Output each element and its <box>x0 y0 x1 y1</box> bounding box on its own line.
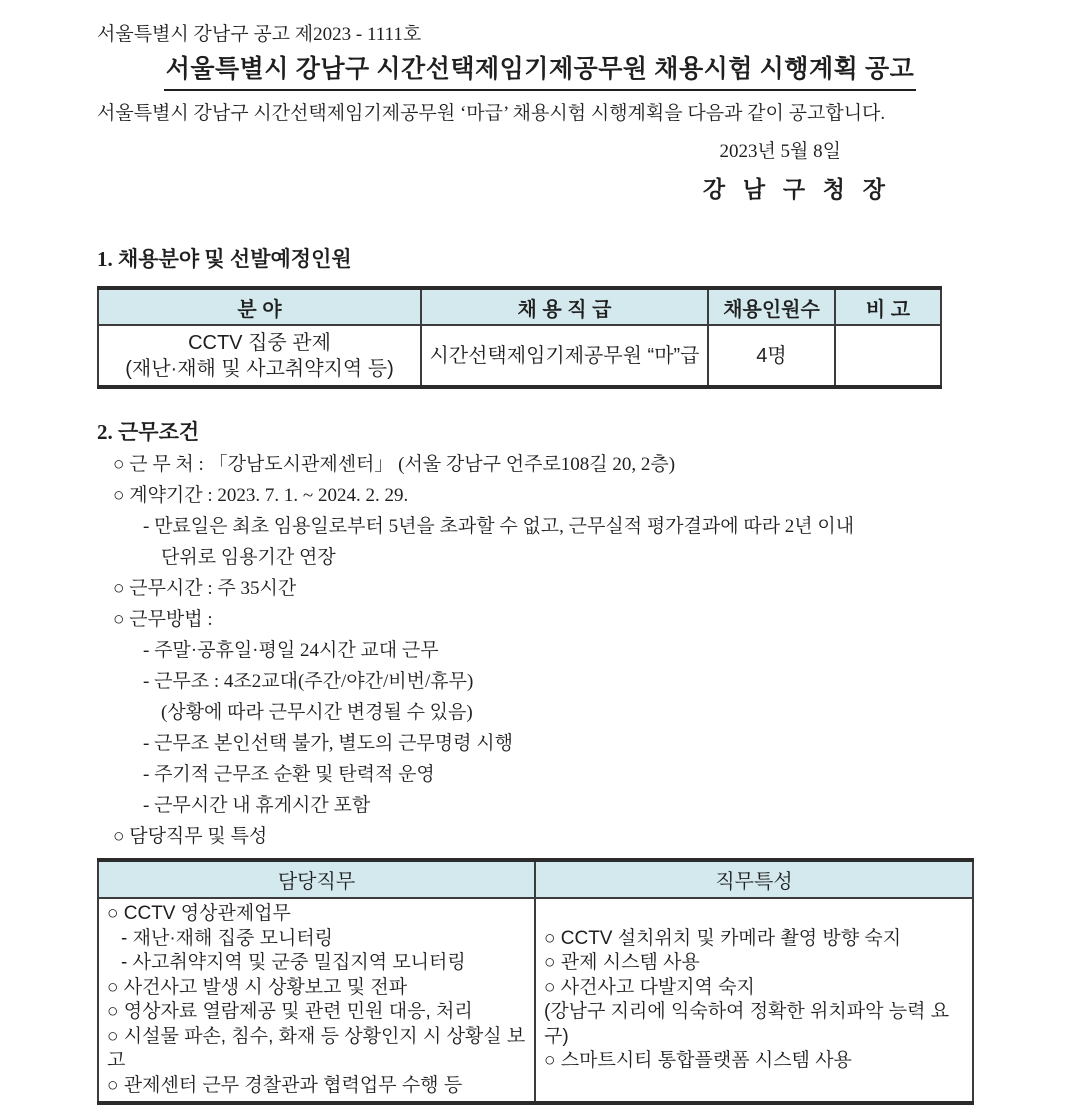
list-item: - 만료일은 최초 임용일로부터 5년을 초과할 수 없고, 근무실적 평가결과에 따라 2년 이내 <box>143 516 855 537</box>
cell-note <box>835 325 941 387</box>
duty-line: - 사고취약지역 및 군중 밀집지역 모니터링 <box>121 952 466 973</box>
cell-field <box>98 325 421 387</box>
duty-line: ○ 사건사고 발생 시 상황보고 및 전파 <box>107 976 408 998</box>
characteristic-line: ○ 스마트시티 통합플랫폼 시스템 사용 <box>544 1050 852 1071</box>
recruitment-table-row <box>98 325 941 387</box>
recruitment-table-header-row <box>98 288 941 325</box>
duty-line: ○ CCTV 영상관제업무 <box>107 903 291 924</box>
work-conditions-list <box>97 449 983 821</box>
list-item: - 주말·공휴일·평일 24시간 교대 근무 <box>143 640 439 661</box>
section2-heading: 2. 근무조건 <box>97 420 200 444</box>
title-wrap <box>97 54 983 91</box>
duty-table-header-row <box>98 860 973 898</box>
header-duties: 담당직무 <box>98 860 535 898</box>
duty-heading: ○ 담당직무 및 특성 <box>113 826 268 847</box>
recruitment-table <box>97 286 942 389</box>
intro-paragraph: 서울특별시 강남구 시간선택제임기제공무원 ‘마급’ 채용시험 시행계획을 다음과 같이 공고합니다. <box>97 103 886 124</box>
duty-line: ○ 영상자료 열람제공 및 관련 민원 대응, 처리 <box>107 1001 473 1022</box>
header-count: 채용인원수 <box>708 288 835 325</box>
cell-count: 4명 <box>708 325 835 387</box>
header-characteristics: 직무특성 <box>535 860 973 898</box>
cell-field-line1: CCTV 집중 관제 <box>188 331 331 354</box>
list-item: - 근무시간 내 휴게시간 포함 <box>143 795 371 816</box>
issuer-line: 강 남 구 청 장 <box>702 177 891 202</box>
list-item: 단위로 임용기간 연장 <box>161 547 336 568</box>
section1-heading: 1. 채용분야 및 선발예정인원 <box>97 247 352 271</box>
list-item: (상황에 따라 근무시간 변경될 수 있음) <box>161 702 473 723</box>
duty-table-row <box>98 898 973 1103</box>
list-item: ○ 근 무 처 : 「강남도시관제센터」 (서울 강남구 언주로108길 20, 2층) <box>113 454 676 475</box>
characteristic-line: ○ 관제 시스템 사용 <box>544 952 700 973</box>
duty-table <box>97 858 974 1105</box>
header-field: 분 야 <box>98 288 421 325</box>
list-item: ○ 계약기간 : 2023. 7. 1. ~ 2024. 2. 29. <box>113 485 409 506</box>
characteristic-line: ○ 사건사고 다발지역 숙지 <box>544 976 755 998</box>
page-title: 서울특별시 강남구 시간선택제임기제공무원 채용시험 시행계획 공고 <box>164 54 917 91</box>
duty-line: - 재난·재해 집중 모니터링 <box>121 927 334 949</box>
notice-number: 서울특별시 강남구 공고 제2023 - 1111호 <box>97 24 422 45</box>
date-line: 2023년 5월 8일 <box>719 141 841 162</box>
cell-grade: 시간선택제임기제공무원 “마”급 <box>421 325 708 387</box>
header-note: 비 고 <box>835 288 941 325</box>
characteristic-line: (강남구 지리에 익숙하여 정확한 위치파악 능력 요구) <box>544 1001 950 1047</box>
list-item: ○ 근무방법 : <box>113 609 213 630</box>
duty-line: ○ 관제센터 근무 경찰관과 협력업무 수행 등 <box>107 1074 463 1096</box>
cell-field-line2: (재난·재해 및 사고취약지역 등) <box>125 357 394 380</box>
cell-characteristics <box>535 898 973 1103</box>
header-grade: 채 용 직 급 <box>421 288 708 325</box>
characteristic-line: ○ CCTV 설치위치 및 카메라 촬영 방향 숙지 <box>544 927 902 949</box>
list-item: - 근무조 : 4조2교대(주간/야간/비번/휴무) <box>143 671 474 692</box>
list-item: ○ 근무시간 : 주 35시간 <box>113 578 297 599</box>
list-item: - 근무조 본인선택 불가, 별도의 근무명령 시행 <box>143 733 513 754</box>
list-item: - 주기적 근무조 순환 및 탄력적 운영 <box>143 764 435 785</box>
cell-duties <box>98 898 535 1103</box>
duty-line: ○ 시설물 파손, 침수, 화재 등 상황인지 시 상황실 보고 <box>107 1025 526 1071</box>
